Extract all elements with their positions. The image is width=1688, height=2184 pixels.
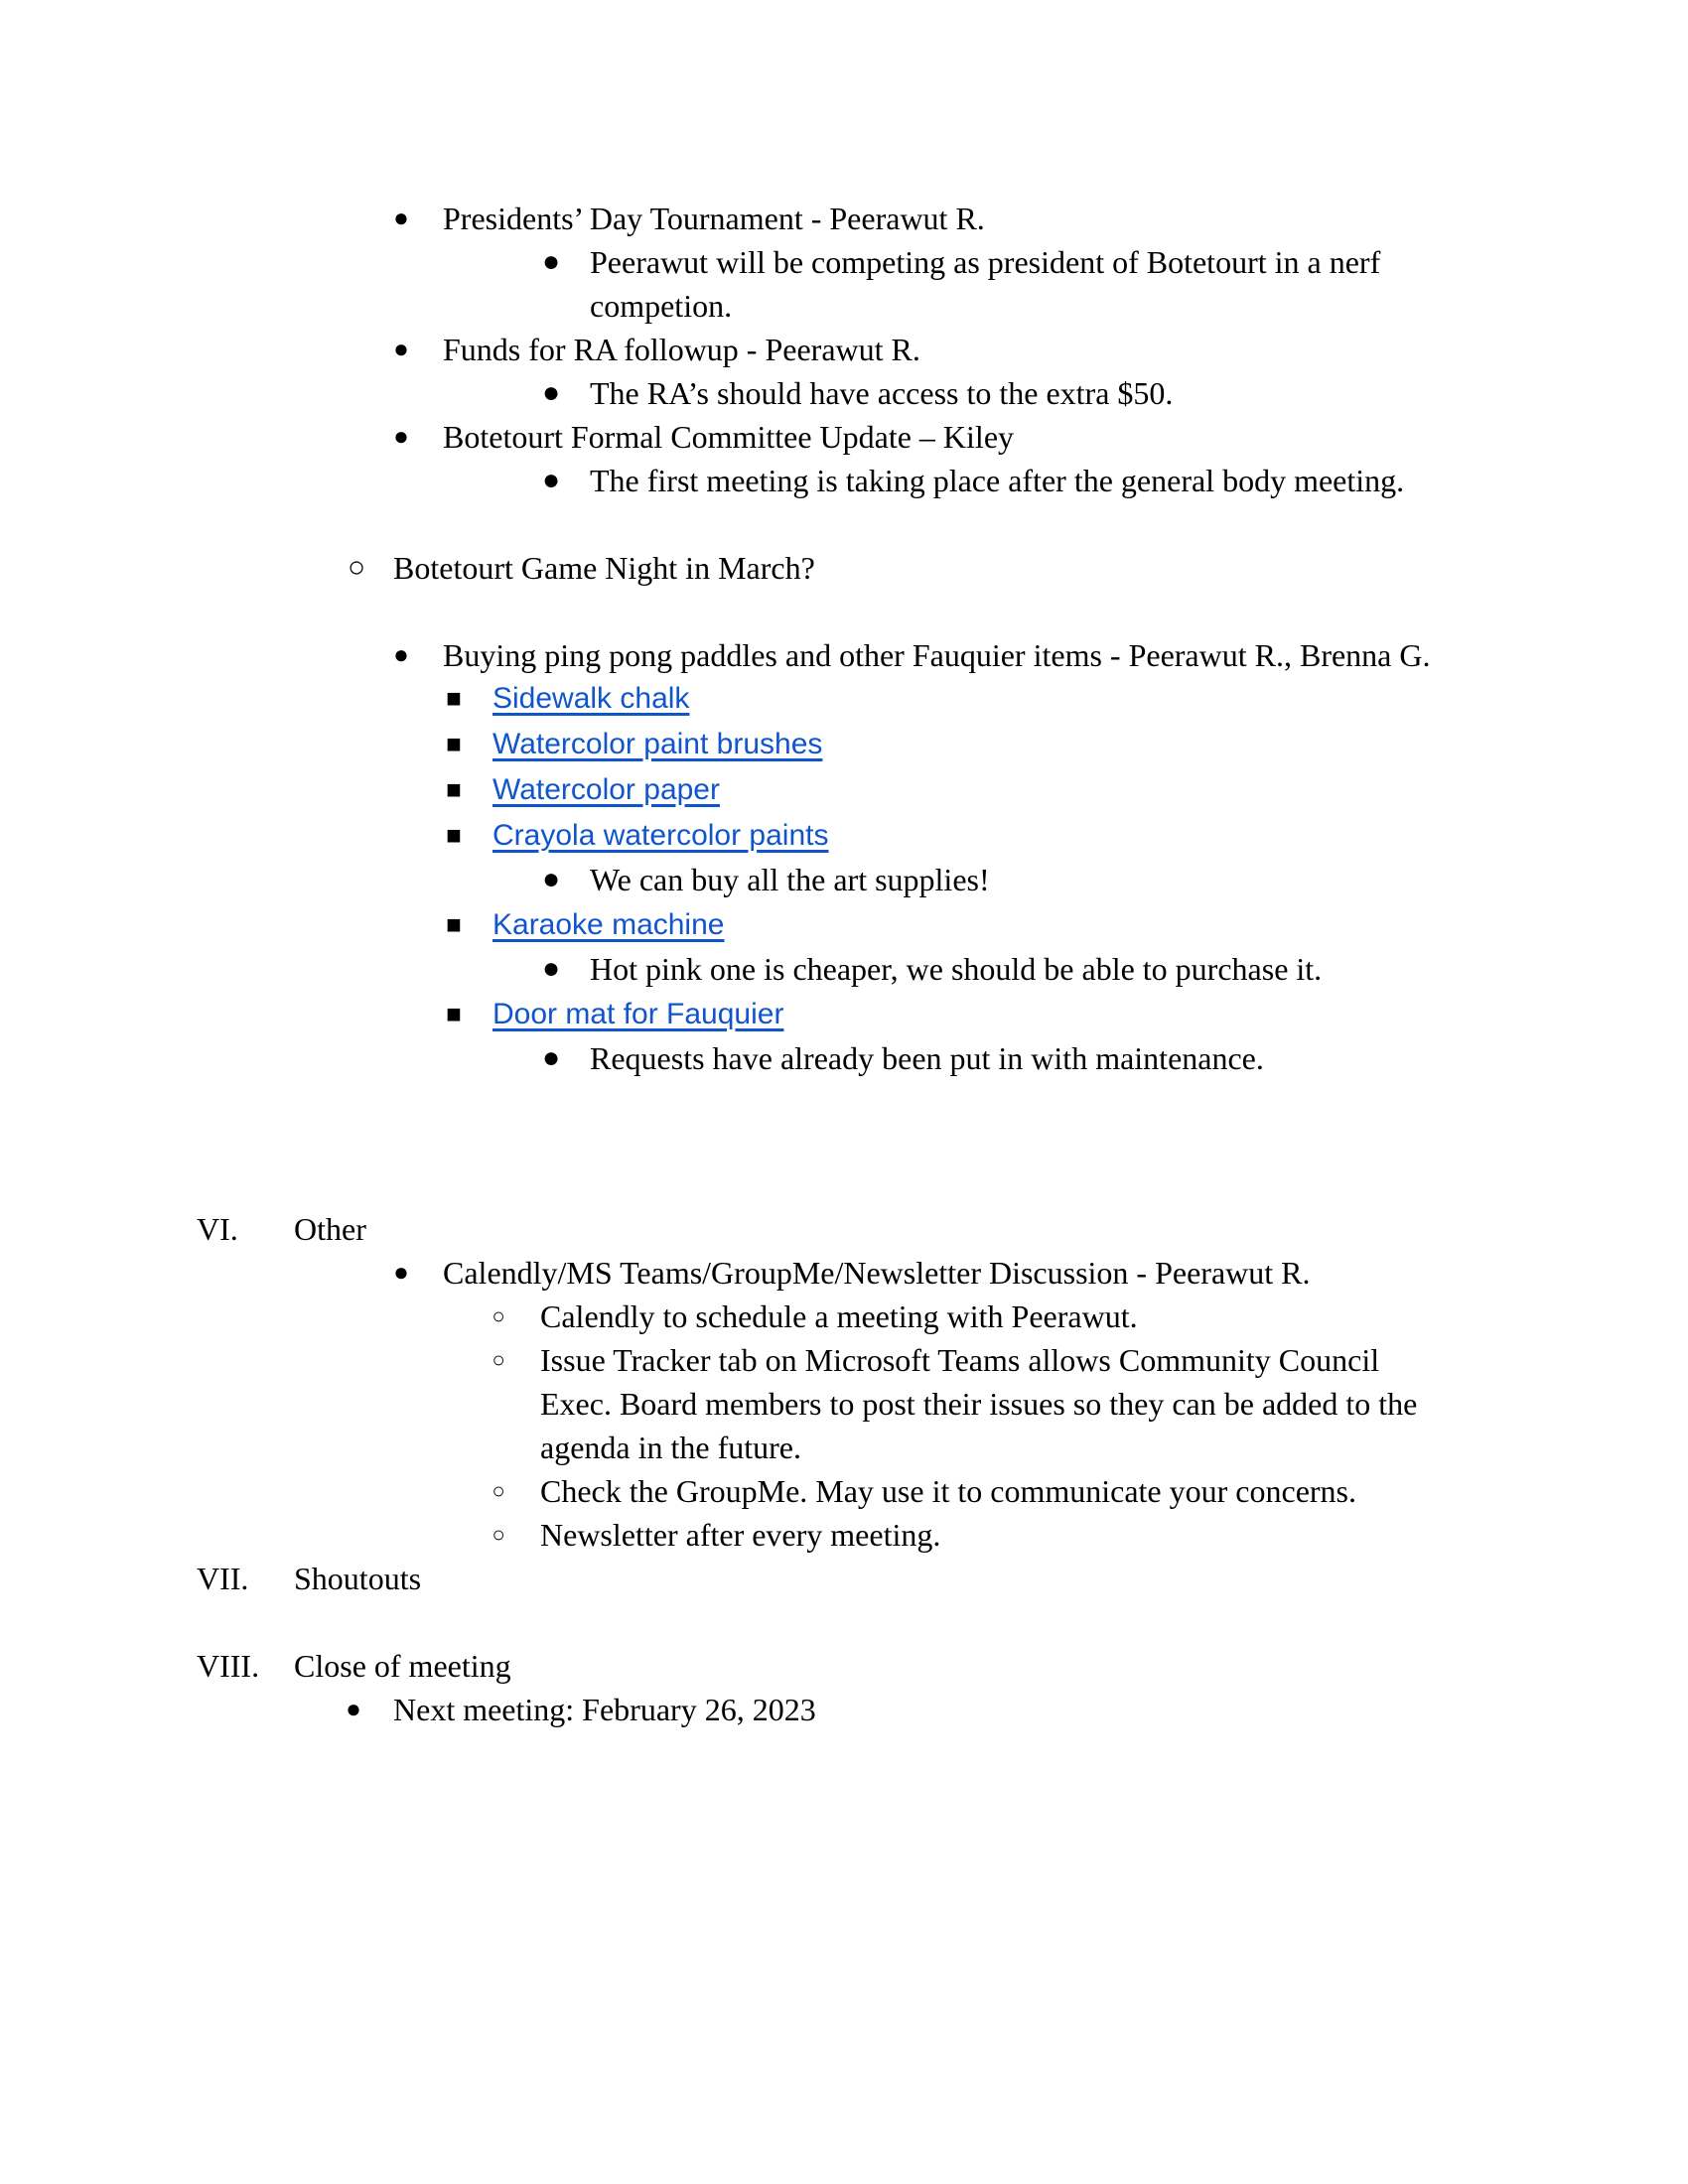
list-subitem: Check the GroupMe. May use it to communicate your concerns. [540,1473,1356,1509]
link-crayola-watercolor-paints[interactable]: Crayola watercolor paints [492,819,829,852]
list-item: Buying ping pong paddles and other Fauquier items - Peerawut R., Brenna G. [443,637,1431,673]
list-subitem: agenda in the future. [540,1430,801,1465]
section-heading: Other [294,1211,366,1247]
square-bullet-marker: ■ [446,775,462,804]
square-bullet-marker: ■ [446,1000,462,1028]
list-item: Funds for RA followup - Peerawut R. [443,332,920,367]
bullet-marker: ● [393,1258,409,1287]
section-numeral: VI. [197,1211,238,1247]
section-numeral: VII. [197,1561,249,1596]
bullet-marker: ● [541,376,561,409]
bullet-marker: ● [393,335,409,363]
link-sidewalk-chalk[interactable]: Sidewalk chalk [492,682,690,715]
list-item: Botetourt Formal Committee Update – Kiley [443,419,1015,455]
list-item-note: The RA’s should have access to the extra $50. [590,375,1174,411]
circle-bullet-marker: ○ [492,1478,505,1503]
link-door-mat[interactable]: Door mat for Fauquier [492,998,784,1030]
link-karaoke-machine[interactable]: Karaoke machine [492,908,725,941]
square-bullet-marker: ■ [446,821,462,850]
circle-bullet-marker: ○ [347,551,366,584]
circle-bullet-marker: ○ [492,1347,505,1372]
section-heading: Close of meeting [294,1648,511,1684]
link-watercolor-paint-brushes[interactable]: Watercolor paint brushes [492,728,823,760]
list-subitem: Calendly to schedule a meeting with Peerawut. [540,1298,1138,1334]
bullet-marker: ● [393,204,409,232]
bullet-marker: ● [346,1695,361,1723]
circle-bullet-marker: ○ [492,1522,505,1547]
list-item-note: competion. [590,288,733,324]
bullet-marker: ● [541,1041,561,1074]
bullet-marker: ● [541,245,561,278]
circle-bullet-marker: ○ [492,1303,505,1328]
square-bullet-marker: ■ [446,730,462,758]
list-subitem: Issue Tracker tab on Microsoft Teams allows Community Council [540,1342,1380,1378]
bullet-marker: ● [541,952,561,985]
square-bullet-marker: ■ [446,684,462,713]
list-item-note: Peerawut will be competing as president of Botetourt in a nerf [590,244,1381,280]
bullet-marker: ● [393,422,409,451]
bullet-marker: ● [541,863,561,895]
next-meeting: Next meeting: February 26, 2023 [393,1692,816,1727]
section-numeral: VIII. [197,1648,260,1684]
list-item-note: The first meeting is taking place after the general body meeting. [590,463,1405,498]
section-heading: Shoutouts [294,1561,422,1596]
list-subitem: Newsletter after every meeting. [540,1517,941,1553]
list-item-note: Hot pink one is cheaper, we should be able to purchase it. [590,951,1323,987]
square-bullet-marker: ■ [446,910,462,939]
list-subitem: Exec. Board members to post their issues so they can be added to the [540,1386,1418,1422]
list-item: Presidents’ Day Tournament - Peerawut R. [443,201,985,236]
list-item-note: Requests have already been put in with maintenance. [590,1040,1264,1076]
list-item: Botetourt Game Night in March? [393,550,815,586]
list-item-note: We can buy all the art supplies! [590,862,990,897]
bullet-marker: ● [393,640,409,669]
link-watercolor-paper[interactable]: Watercolor paper [492,773,720,806]
bullet-marker: ● [541,464,561,496]
list-item: Calendly/MS Teams/GroupMe/Newsletter Discussion - Peerawut R. [443,1255,1311,1291]
